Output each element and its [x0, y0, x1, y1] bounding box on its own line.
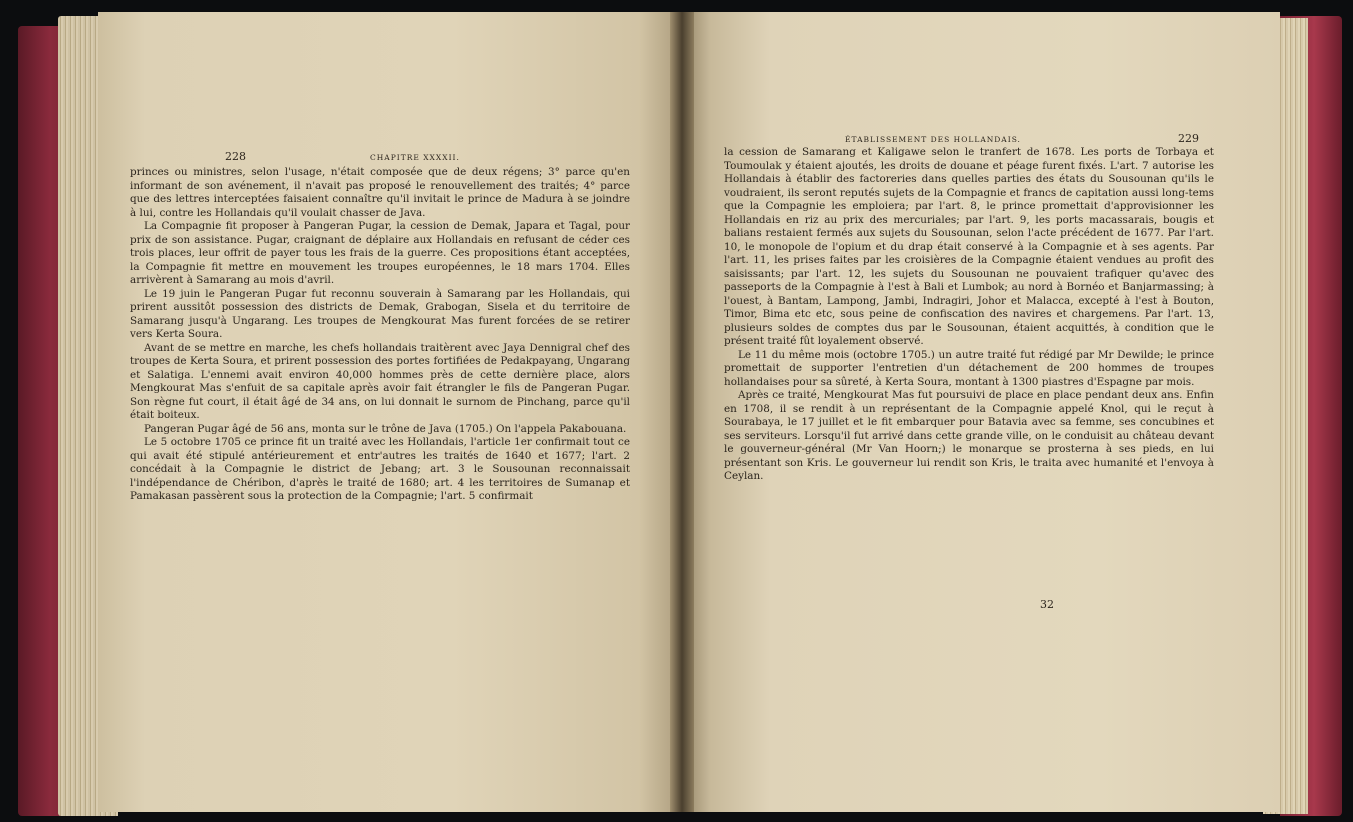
signature-mark: 32 — [1040, 598, 1054, 611]
left-page-number: 228 — [225, 150, 246, 163]
right-page-number: 229 — [1178, 132, 1199, 145]
right-paragraph: la cession de Samarang et Kaligawe selon le tranfert de 1678. Les ports de Torbaya et Toumoulak y étaient ajoutés, les droits de douane et péage furent fixés. L'art. 7 autorise les Hollandais à établir des factoreries dans quelles parties des états du Sousounan qu'ils le voudraient, ils seront reputés sujets de la Compagnie et francs de capitation aussi long-tems que la Compagnie les emploiera; par l'art. 8, le prince promettait d'approvisionner les Hollandais en riz au prix des mercuriales; par l'art. 9, les ports macassarais, bougis et balians restaient fermés aux sujets du Sousounan, selon l'acte précédent de 1677. Par l'art. 10, le monopole de l'opium et du drap était conservé à la Compagnie et à ses agents. Par l'art. 11, les prises faites par les croisières de la Compagnie étaient vendues au profit des saisissants; par l'art. 12, les sujets du Sousounan ne pouvaient trafiquer qu'avec des passeports de la Compagnie à l'est à Bali et Lumbok; au nord à Bornéo et Banjarmassing; à l'ouest, à Bantam, Lampong, Jambi, Indragiri, Johor et Malacca, excepté à l'est à Bouton, Timor, Bima etc etc, sous peine de confiscation des navires et chargemens. Par l'art. 13, plusieurs soldes de comptes dus par le Sousounan, étaient acquittés, à condition que le présent traité fût loyalement observé. — [724, 146, 1214, 347]
left-paragraph: Le 5 octobre 1705 ce prince fit un traité avec les Hollandais, l'article 1er confirmait tout ce qui avait été stipulé antérieurement et entr'autres les traités de 1640 et 1677; l'art. 2 concédait à la Compagnie le district de Jebang; art. 3 le Sousounan reconnaissait l'indépendance de Chéribon, d'après le traité de 1680; art. 4 les territoires de Sumanap et Pamakasan passèrent sous la protection de la Compagnie; l'art. 5 confirmait — [130, 436, 630, 502]
right-page-text — [724, 146, 1214, 484]
right-paragraph: Après ce traité, Mengkourat Mas fut poursuivi de place en place pendant deux ans. Enfin en 1708, il se rendit à un représentant de la Compagnie appelé Knol, qui le reçut à Sourabaya, le 17 juillet et le fit embarquer pour Batavia avec sa femme, ses concubines et ses serviteurs. Lorsqu'il fut arrivé dans cette grande ville, on le conduisit au château devant le gouverneur-général (Mr Van Hoorn;) le monarque se prosterna à ses pieds, en lui présentant son Kris. Le gouverneur lui rendit son Kris, le traita avec humanité et l'envoya à Ceylan. — [724, 389, 1214, 482]
left-running-head: CHAPITRE XXXXII. — [370, 153, 460, 162]
left-page-text — [130, 166, 630, 504]
right-running-head: ÉTABLISSEMENT DES HOLLANDAIS. — [845, 135, 1021, 144]
left-paragraph: Le 19 juin le Pangeran Pugar fut reconnu souverain à Samarang par les Hollandais, qui prirent aussitôt possession des districts de Demak, Grabogan, Sisela et du territoire de Samarang jusqu'à Ungarang. Les troupes de Mengkourat Mas furent forcées de se retirer vers Kerta Soura. — [130, 287, 630, 340]
left-paragraph: Avant de se mettre en marche, les chefs hollandais traitèrent avec Jaya Dennigral chef des troupes de Kerta Soura, et prirent possession des portes fortifiées de Pedakpayang, Ungarang et Salatiga. L'ennemi avait environ 40,000 hommes près de cette dernière place, alors Mengkourat Mas s'enfuit de sa capitale après avoir fait étrangler le fils de Pangeran Pugar. Son règne fut court, il était âgé de 34 ans, on lui donnait le surnom de Pinchang, parce qu'il était boiteux. — [130, 341, 630, 421]
left-paragraph: La Compagnie fit proposer à Pangeran Pugar, la cession de Demak, Japara et Tagal, pour prix de son assistance. Pugar, craignant de déplaire aux Hollandais en refusant de céder ces trois places, leur offrit de payer tous les frais de la guerre. Ces propositions étant acceptées, la Compagnie fit mettre en mouvement les troupes européennes, le 18 mars 1704. Elles arrivèrent à Samarang au mois d'avril. — [130, 220, 630, 286]
book-gutter — [670, 12, 694, 812]
left-paragraph: Pangeran Pugar âgé de 56 ans, monta sur le trône de Java (1705.) On l'appela Pakabouana. — [144, 422, 627, 435]
right-paragraph: Le 11 du même mois (octobre 1705.) un autre traité fut rédigé par Mr Dewilde; le prince promettait de supporter l'entretien d'un détachement de 200 hommes de troupes hollandaises pour sa sûreté, à Kerta Soura, montant à 1300 piastres d'Espagne par mois. — [724, 348, 1214, 388]
left-paragraph: princes ou ministres, selon l'usage, n'était composée que de deux régens; 3° parce qu'en informant de son avénement, il n'avait pas proposé le renouvellement des traités; 4° parce que des lettres interceptées faisaient connaître qu'il invitait le prince de Madura à se joindre à lui, contre les Hollandais qu'il voulait chasser de Java. — [130, 166, 630, 219]
